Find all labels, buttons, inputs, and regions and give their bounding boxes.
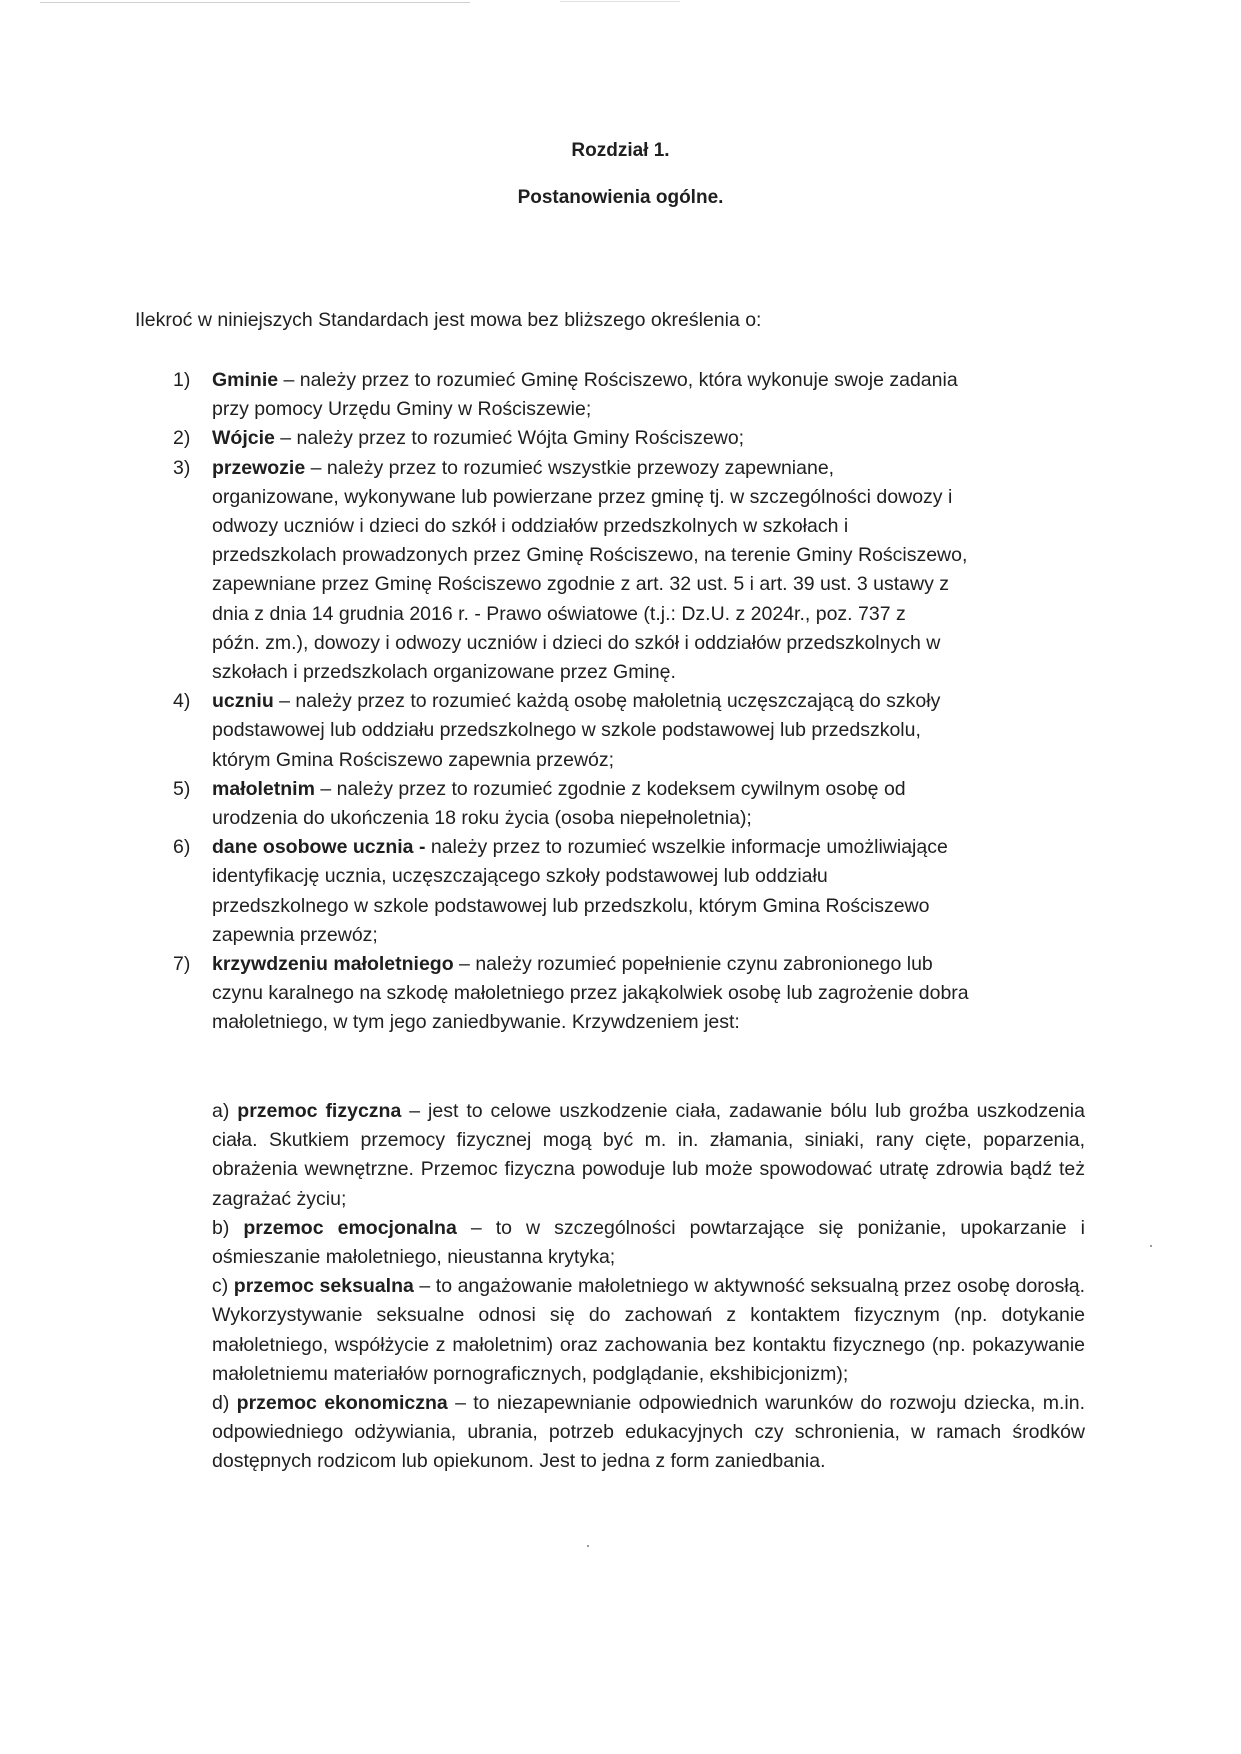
definition-line: Gminie – należy przez to rozumieć Gminę Rościszewo, która wykonuje swoje zadania	[212, 369, 958, 391]
abuse-form-text: – to niezapewnianie odpowiednich warunków do rozwoju dziecka, m.in. odpowiedniego odżywiania, ubrania, potrzeb edukacyjnych czy schronienia, w ramach środków dostępnych rodzicom lub opiekunom. Jest to jedna z form zaniedbania.	[212, 1392, 1085, 1473]
definition-line: podstawowej lub oddziału przedszkolnego w szkole podstawowej lub przedszkolu,	[212, 719, 921, 742]
definition-item	[170, 833, 1085, 950]
definition-text	[212, 775, 1085, 833]
definition-line: uczniu – należy przez to rozumieć każdą osobę małoletnią uczęszczającą do szkoły	[212, 690, 941, 713]
definition-term: przewozie	[212, 456, 306, 479]
definition-number: 3)	[173, 456, 191, 479]
definition-item	[170, 775, 1085, 833]
definition-item	[170, 366, 1085, 424]
definition-line: którym Gmina Rościszewo zapewnia przewóz;	[212, 748, 615, 771]
definition-line: przedszkolnego w szkole podstawowej lub przedszkolu, którym Gmina Rościszewo	[212, 894, 930, 917]
definition-line: dane osobowe ucznia - należy przez to rozumieć wszelkie informacje umożliwiające	[212, 836, 948, 859]
abuse-form-term: przemoc fizyczna	[237, 1100, 402, 1122]
intro-paragraph: Ilekroć w niniejszych Standardach jest mowa bez bliższego określenia o:	[135, 309, 762, 331]
definition-line: małoletnim – należy przez to rozumieć zgodnie z kodeksem cywilnym osobę od	[212, 777, 906, 800]
definition-line: Wójcie – należy przez to rozumieć Wójta Gminy Rościszewo;	[212, 427, 745, 450]
definition-number: 1)	[173, 369, 191, 391]
definition-line: późn. zm.), dowozy i odwozy uczniów i dzieci do szkół i oddziałów przedszkolnych w	[212, 631, 941, 654]
definition-number: 7)	[173, 953, 191, 976]
definition-line: urodzenia do ukończenia 18 roku życia (osoba niepełnoletnia);	[212, 807, 752, 830]
definition-text	[212, 366, 1085, 424]
definition-number: 2)	[173, 427, 191, 450]
abuse-form-term: przemoc emocjonalna	[243, 1216, 457, 1239]
definition-line: odwozy uczniów i dzieci do szkół i oddziałów przedszkolnych w szkołach i	[212, 515, 849, 538]
abuse-form-item: c) przemoc seksualna – to angażowanie małoletniego w aktywność seksualną przez osobę dorosłą. Wykorzystywanie seksualne odnosi się do zachowań z kontaktem fizycznym (np. dotykanie małoletniego, współżycie z małoletnim) oraz zachowania bez kontaktu fizycznego (np. pokazywanie małoletniemu materiałów pornograficznych, podglądanie, ekshibicjonizm);	[212, 1275, 1085, 1385]
definition-line: zapewnia przewóz;	[212, 923, 378, 946]
definitions-list	[170, 366, 1085, 1038]
definition-item	[170, 454, 1085, 688]
abuse-form-text: – to w szczególności powtarzające się poniżanie, upokarzanie i ośmieszanie małoletniego, nieustanna krytyka;	[212, 1216, 1085, 1269]
definition-line: dnia z dnia 14 grudnia 2016 r. - Prawo oświatowe (t.j.: Dz.U. z 2024r., poz. 737 z	[212, 602, 906, 625]
abuse-form-item: d) przemoc ekonomiczna – to niezapewnianie odpowiednich warunków do rozwoju dziecka, m.in. odpowiedniego odżywiania, ubrania, potrzeb edukacyjnych czy schronienia, w ramach środków dostępnych rodzicom lub opiekunom. Jest to jedna z form zaniedbania.	[212, 1392, 1085, 1473]
definition-line: czynu karalnego na szkodę małoletniego przez jakąkolwiek osobę lub zagrożenie dobra	[212, 982, 969, 1005]
scan-speck	[1150, 1245, 1152, 1247]
abuse-form-item: a) przemoc fizyczna – jest to celowe uszkodzenie ciała, zadawanie bólu lub groźba uszkodzenia ciała. Skutkiem przemocy fizycznej mogą być m. in. złamania, siniaki, rany cięte, poparzenia, obrażenia wewnętrzne. Przemoc fizyczna powoduje lub może spowodować utratę zdrowia bądź też zagrażać życiu;	[212, 1100, 1085, 1210]
definition-line: szkołach i przedszkolach organizowane przez Gminę.	[212, 661, 676, 684]
definition-term: małoletnim	[212, 777, 315, 800]
definition-line: organizowane, wykonywane lub powierzane przez gminę tj. w szczególności dowozy i	[212, 485, 953, 508]
definition-line: przewozie – należy przez to rozumieć wszystkie przewozy zapewniane,	[212, 456, 835, 479]
abuse-form-item: b) przemoc emocjonalna – to w szczególności powtarzające się poniżanie, upokarzanie i ośmieszanie małoletniego, nieustanna krytyka;	[212, 1216, 1085, 1269]
definition-item	[170, 424, 1085, 453]
definition-line: zapewniane przez Gminę Rościszewo zgodnie z art. 32 ust. 5 i art. 39 ust. 3 ustawy z	[212, 573, 950, 596]
definition-text	[212, 687, 1085, 775]
definition-term: Gminie	[212, 369, 279, 391]
definition-line: przy pomocy Urzędu Gminy w Rościszewie;	[212, 398, 592, 421]
abuse-form-term: przemoc ekonomiczna	[236, 1392, 448, 1415]
definition-line: małoletniego, w tym jego zaniedbywanie. Krzywdzeniem jest:	[212, 1011, 740, 1034]
definition-line: krzywdzeniu małoletniego – należy rozumieć popełnienie czynu zabronionego lub	[212, 953, 933, 976]
definition-text	[212, 950, 1085, 1038]
definition-term: dane osobowe ucznia -	[212, 836, 426, 859]
definition-term: uczniu	[212, 690, 274, 713]
definition-line: identyfikację ucznia, uczęszczającego szkoły podstawowej lub oddziału	[212, 865, 828, 888]
definition-line: przedszkolach prowadzonych przez Gminę Rościszewo, na terenie Gminy Rościszewo,	[212, 544, 968, 567]
scan-speck	[587, 1545, 589, 1547]
abuse-form-text: – jest to celowe uszkodzenie ciała, zadawanie bólu lub groźba uszkodzenia ciała. Skutkiem przemocy fizycznej mogą być m. in. złamania, siniaki, rany cięte, poparzenia, obrażenia wewnętrzne. Przemoc fizyczna powoduje lub może spowodować utratę zdrowia bądź też zagrażać życiu;	[212, 1100, 1085, 1210]
scan-edge-line	[40, 2, 470, 3]
abuse-form-term: przemoc seksualna	[233, 1275, 414, 1298]
definition-term: Wójcie	[212, 427, 275, 450]
definition-item	[170, 950, 1085, 1038]
chapter-title: Rozdział 1.	[571, 140, 670, 161]
scan-edge-line	[560, 1, 680, 2]
abuse-forms-list	[212, 1097, 1085, 1477]
definition-number: 6)	[173, 836, 191, 859]
definition-term: krzywdzeniu małoletniego	[212, 953, 454, 976]
definition-text	[212, 454, 1085, 688]
definition-text	[212, 424, 1085, 453]
abuse-form-text: – to angażowanie małoletniego w aktywność seksualną przez osobę dorosłą. Wykorzystywanie seksualne odnosi się do zachowań z kontaktem fizycznym (np. dotykanie małoletniego, współżycie z małoletnim) oraz zachowania bez kontaktu fizycznego (np. pokazywanie małoletniemu materiałów pornograficznych, podglądanie, ekshibicjonizm);	[212, 1275, 1085, 1385]
definition-number: 4)	[173, 690, 191, 713]
definition-text	[212, 833, 1085, 950]
chapter-subtitle: Postanowienia ogólne.	[517, 187, 724, 208]
definition-item	[170, 687, 1085, 775]
definition-number: 5)	[173, 777, 191, 800]
